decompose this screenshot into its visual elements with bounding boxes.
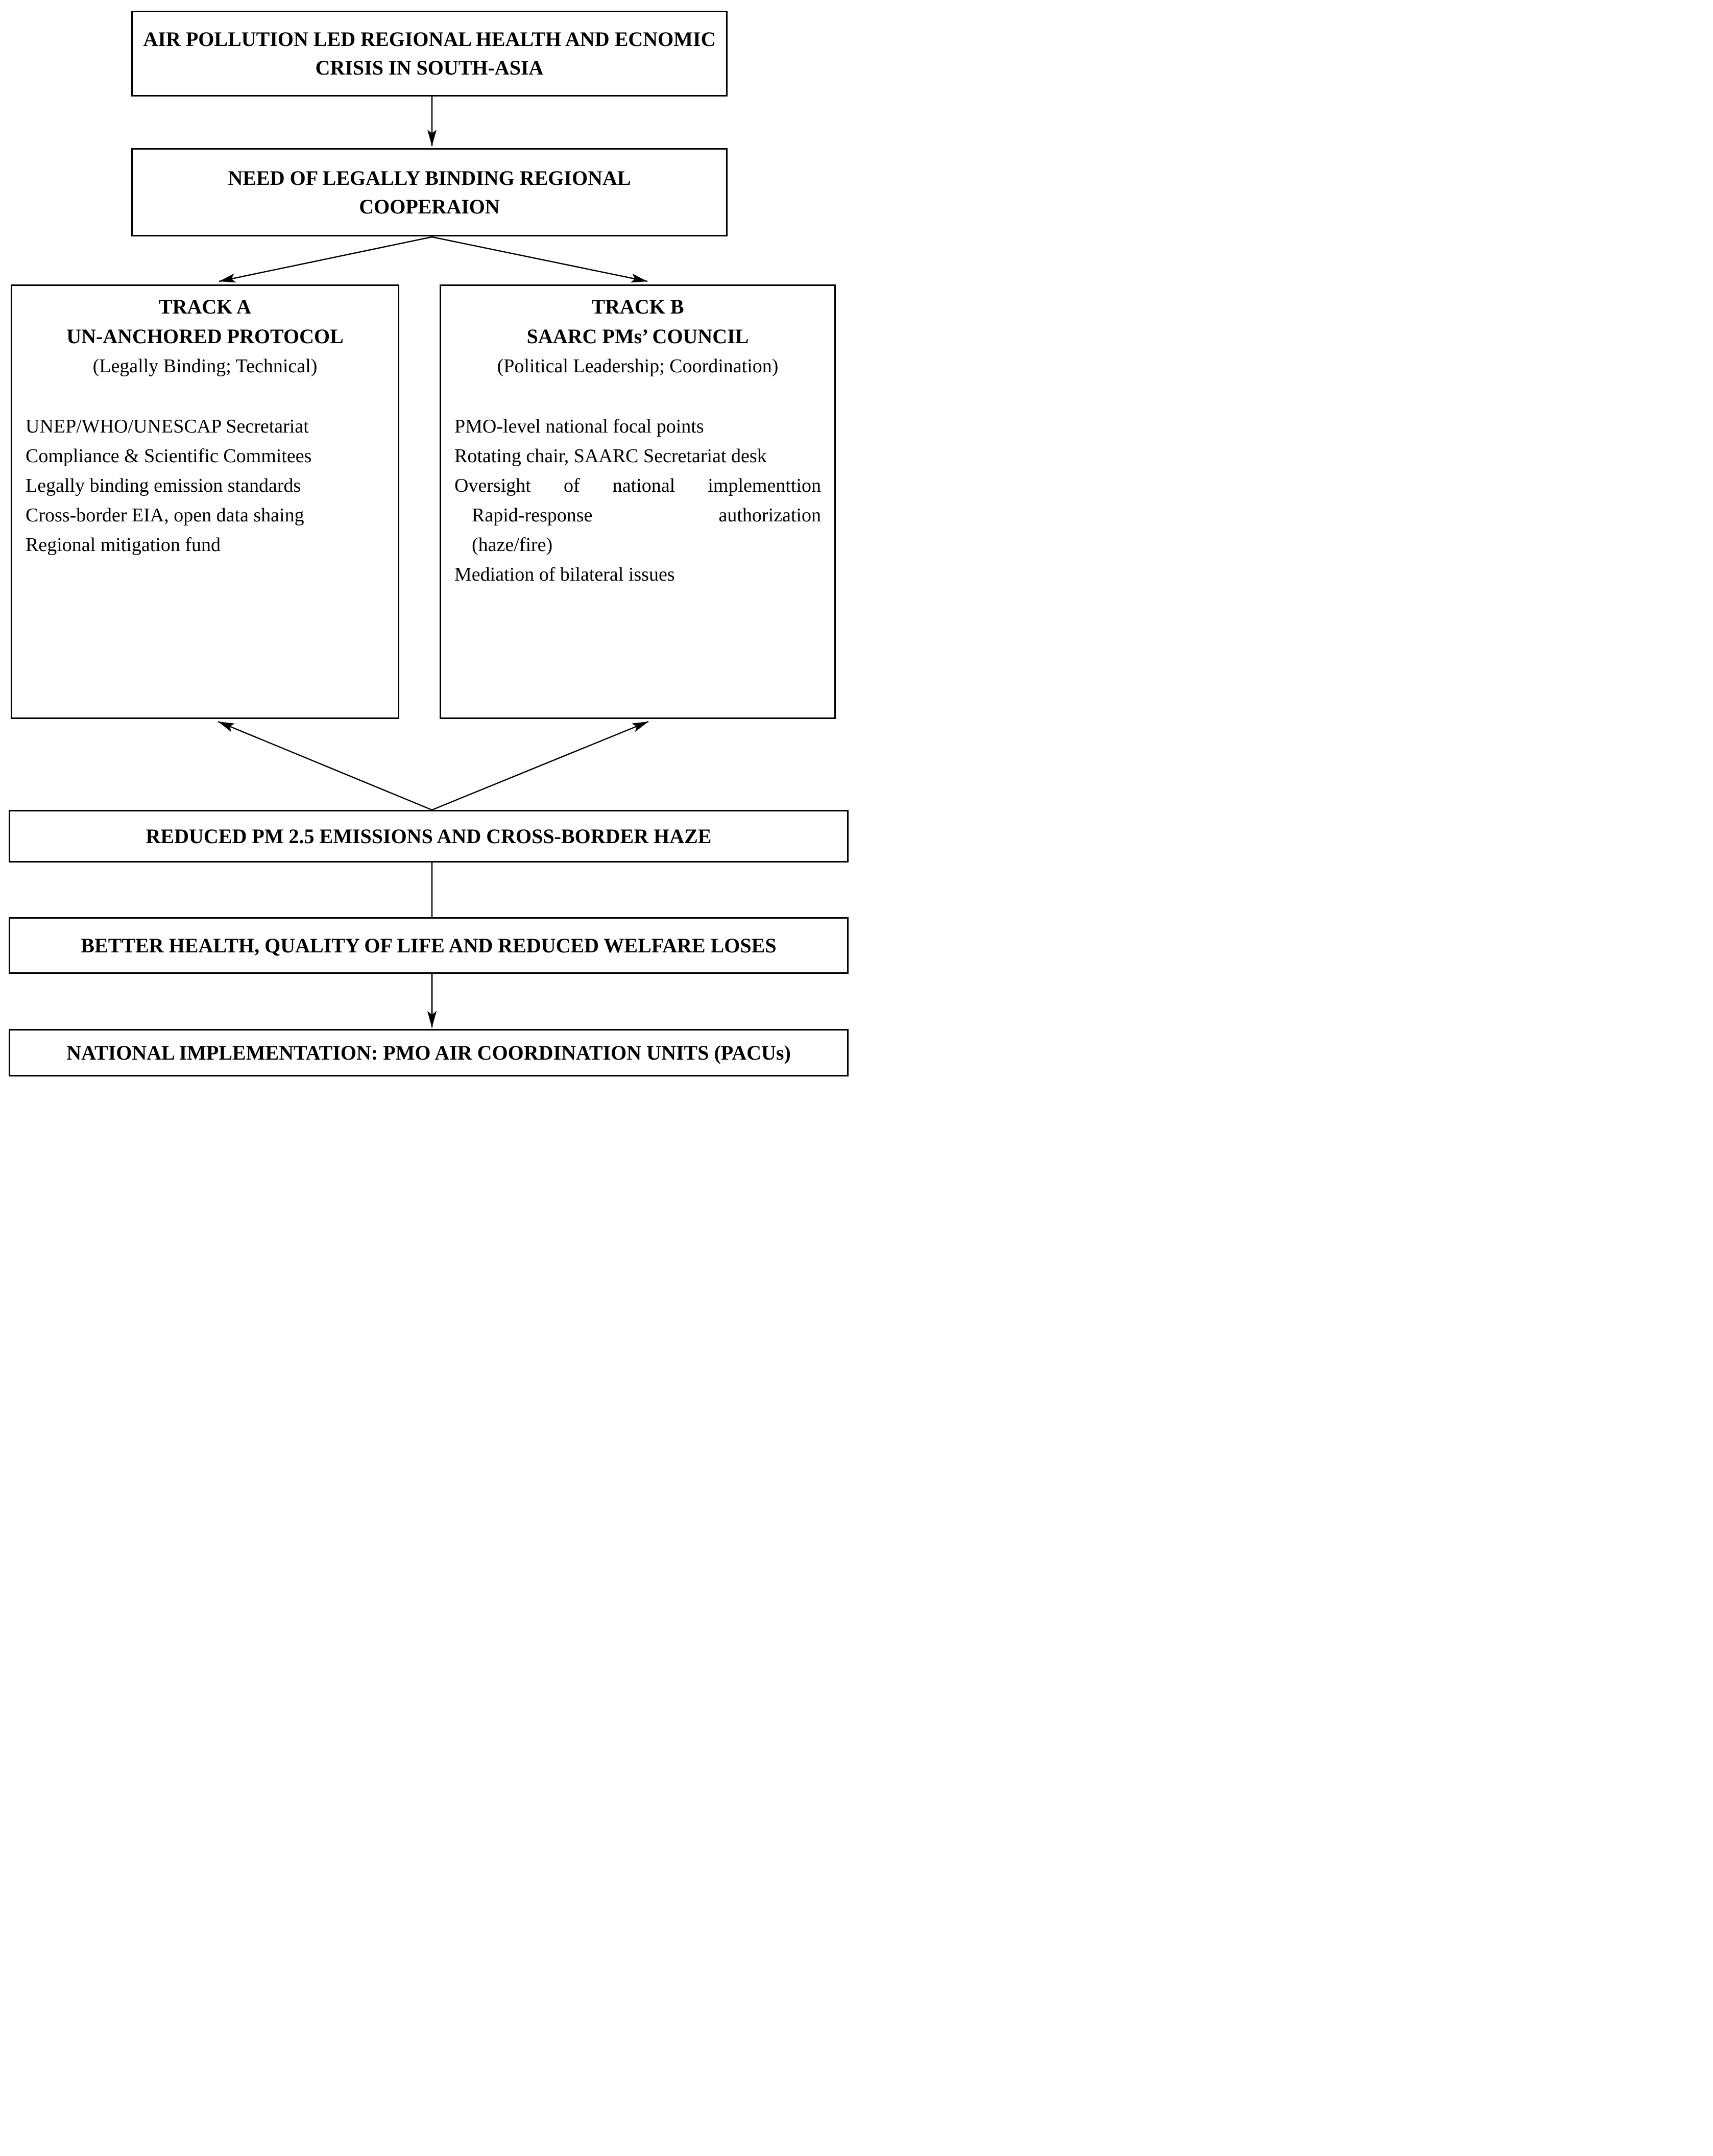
better-health-box [9, 917, 849, 974]
crisis-line-1: AIR POLLUTION LED REGIONAL HEALTH AND ECNOMIC [143, 28, 716, 51]
need-line-1: NEED OF LEGALLY BINDING REGIONAL [228, 166, 631, 189]
track-b-title: TRACK B [591, 295, 684, 318]
better-health-label: BETTER HEALTH, QUALITY OF LIFE AND REDUCED WELFARE LOSES [81, 933, 777, 957]
list-item: Mediation of bilateral issues [454, 564, 675, 585]
track-b-tagline: (Political Leadership; Coordination) [497, 355, 779, 377]
list-item: Regional mitigation fund [26, 534, 221, 556]
crisis-line-2: CRISIS IN SOUTH-ASIA [315, 56, 544, 79]
track-b-box [440, 284, 836, 719]
crisis-box [131, 11, 728, 97]
track-a-box [11, 284, 399, 719]
list-item: UNEP/WHO/UNESCAP Secretariat [26, 416, 309, 437]
track-b-header [441, 292, 834, 381]
flowchart-page [0, 0, 857, 1078]
track-b-subtitle: SAARC PMs’ COUNCIL [526, 325, 749, 348]
reduced-emissions-box [9, 810, 849, 863]
list-item: Rotating chair, SAARC Secretariat desk [454, 445, 767, 467]
track-a-items [12, 412, 398, 560]
list-item: Cross-border EIA, open data shaing [26, 505, 304, 526]
track-a-subtitle: UN-ANCHORED PROTOCOL [66, 325, 344, 348]
national-implementation-label: NATIONAL IMPLEMENTATION: PMO AIR COORDINATION UNITS (PACUs) [66, 1041, 791, 1064]
list-item: Compliance & Scientific Commitees [26, 445, 312, 467]
arrow-need-to-track-b [432, 237, 647, 281]
arrow-reduced-to-track-b [432, 722, 648, 810]
list-item: (haze/fire) [472, 534, 553, 556]
need-line-2: COOPERAION [359, 195, 500, 218]
track-a-tagline: (Legally Binding; Technical) [92, 355, 318, 377]
list-item: Rapid-response authorization [472, 505, 821, 526]
national-implementation-box [9, 1029, 849, 1076]
track-a-title: TRACK A [158, 295, 252, 318]
track-b-items [441, 412, 834, 589]
reduced-emissions-label: REDUCED PM 2.5 EMISSIONS AND CROSS-BORDER HAZE [146, 824, 712, 848]
need-box [131, 148, 728, 236]
list-item: PMO-level national focal points [454, 416, 704, 437]
arrow-need-to-track-a [219, 237, 432, 281]
list-item: Legally binding emission standards [26, 475, 301, 496]
list-item: Oversight of national implementtion [454, 475, 821, 496]
track-a-header [12, 292, 398, 381]
arrow-reduced-to-track-a [218, 722, 432, 810]
